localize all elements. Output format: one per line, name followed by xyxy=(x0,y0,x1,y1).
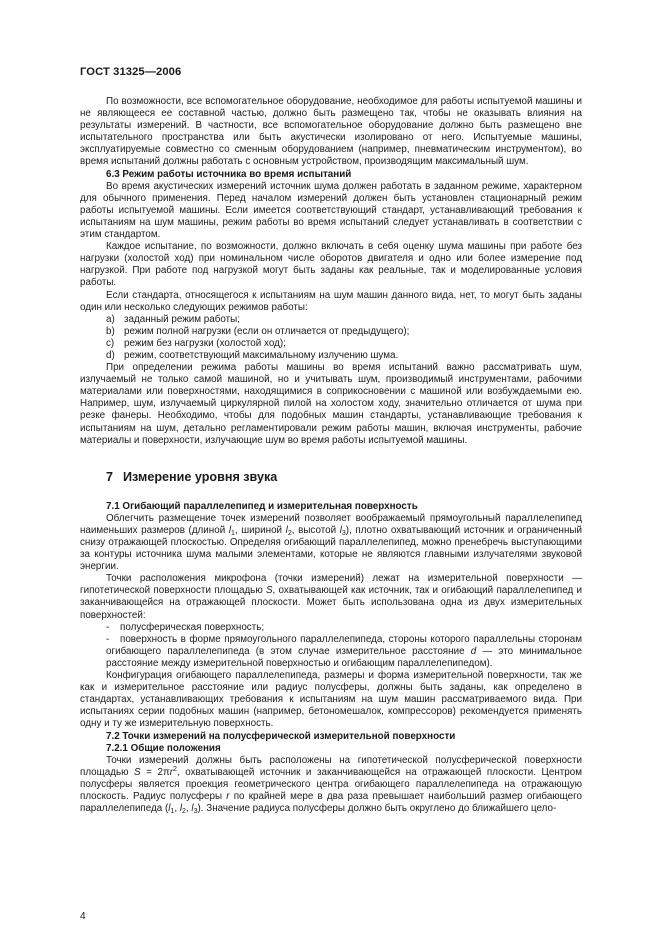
page-body xyxy=(80,96,582,815)
list-item xyxy=(80,350,582,362)
list-item-text: заданный режим работы; xyxy=(124,313,240,325)
section-heading-7-2: 7.2 Точки измерений на полусферической измерительной поверхности xyxy=(106,730,456,742)
list-marker: c) xyxy=(106,337,115,349)
math-subscript: 3 xyxy=(193,808,198,816)
math-subscript: 2 xyxy=(182,808,186,816)
paragraph: По возможности, все вспомогательное оборудование, необходимое для работы испытуемой машины и не являющееся ее составной частью, должно быть размещено так, чтобы не оказывать влияния на результаты измерений. В частности, все вспомогательное оборудование должно быть размещено вне испытательного пространства или быть акустически изолировано от него. Испытуемые машины, эксплуатируемые совместно со сменным оборудованием (например, пневматическим инструментом), во время испытаний должны работать с основным устройством, производящим максимальный шум. xyxy=(80,96,582,168)
math-var: l xyxy=(191,803,194,815)
paragraph: Конфигурация огибающего параллелепипеда, размеры и форма измерительной поверхности, так же как и измерительное расстояние или радиус полусферы, должны быть заданы, как определено в стандартах, устанавливающих требования к испытаниям на шум машин рассматриваемого вида. При испытаниях серии подобных машин (например, бетономешалок, компрессоров) рекомендуется применять одну и ту же измерительную поверхность. xyxy=(80,670,582,730)
math-subscript: 1 xyxy=(231,529,235,537)
math-text: = 2π xyxy=(140,766,170,778)
list-marker: - xyxy=(106,633,110,645)
paragraph xyxy=(80,573,582,621)
math-subscript: 2 xyxy=(287,529,292,537)
page-number: 4 xyxy=(80,911,86,922)
paragraph xyxy=(80,755,582,815)
math-superscript: 2 xyxy=(173,765,177,773)
text-run: , охватывающей источник и заканчивающейся на отражающей плоскости. Центром полусферы является проекция геометрического центра огибающего параллелепипеда на отражающую плоскость. Радиус полусферы xyxy=(80,766,582,802)
paragraph: При определении режима работы машины во время испытаний важно рассматривать шум, излучаемый не только самой машиной, но и учитывать шум, производимый инструментами, рабочими материалами или поверхностями, находящимися в соприкосновении с машиной или возбуждаемыми ею. Например, шум, излучаемый циркулярной пилой на холостом ходу, значительно отличается от шума при резке фанеры. Необходимо, чтобы для подобных машин стандарты, устанавливающие требования к испытаниям на шум, детально регламентировали режим работы машин, включая инструменты, рабочие материалы и поверхности, излучающие шум во время работы испытуемой машины. xyxy=(80,362,582,446)
math-var: S xyxy=(265,585,273,597)
section-title-7 xyxy=(80,470,582,484)
paragraph: Если стандарта, относящегося к испытаниям на шум машин данного вида, нет, то могут быть заданы один или несколько следующих режимов работы: xyxy=(80,289,582,313)
math-text: , xyxy=(174,803,180,815)
list-item-text: режим полной нагрузки (если он отличается от предыдущего); xyxy=(124,325,410,337)
text-run: Точки измерений должны быть расположены на гипотетической полусферической поверхности площадью xyxy=(80,754,582,778)
section-number: 7 xyxy=(106,469,114,484)
math-var: l xyxy=(179,803,183,815)
list-marker: a) xyxy=(106,313,115,325)
document-standard-header: ГОСТ 31325—2006 xyxy=(80,66,182,78)
text-run: Точки расположения микрофона (точки измерений) лежат на измерительной поверхности — гипотетической поверхности площадью xyxy=(80,573,582,597)
math-var: l xyxy=(168,803,171,815)
list-item-text: режим без нагрузки (холостой ход); xyxy=(124,337,286,349)
list-item-text: полусферическая поверхность; xyxy=(120,621,265,633)
list-item xyxy=(80,622,582,634)
math-subscript: 3 xyxy=(341,529,346,537)
list-item xyxy=(80,338,582,350)
text-run: по крайней мере в два раза превышает наибольший размер огибающего параллелепипеда ( xyxy=(80,790,582,815)
section-heading-7-1: 7.1 Огибающий параллелепипед и измерительная поверхность xyxy=(106,500,418,512)
list-item xyxy=(80,314,582,326)
text-run: Облегчить размещение точек измерений позволяет воображаемый прямоугольный параллелепипед наименьших размеров (длиной xyxy=(80,512,582,536)
section-title-text: Измерение уровня звука xyxy=(123,469,278,484)
text-run: , высотой xyxy=(291,524,340,536)
math-var: l xyxy=(285,524,288,536)
list-item-text: режим, соответствующий максимальному излучению шума. xyxy=(124,349,399,361)
paragraph: Во время акустических измерений источник шума должен работать в заданном режиме, характерном для обычного применения. Перед началом измерений должен быть установлен стационарный режим работы испытуемой машины. Если имеется соответствующий стандарт, устанавливающий требования к испытаниям на шум машины, режим работы во время испытаний следует устанавливать в соответствии с этим стандартом. xyxy=(80,180,582,241)
text-run: , шириной xyxy=(234,524,286,536)
list-marker: b) xyxy=(106,325,115,337)
math-var: r xyxy=(226,790,230,802)
text-run: ), плотно охватывающий источник и ограниченный снизу отражающей плоскостью. Определяя огибающий параллелепипед, можно пренебречь выступающими за контуры источника шума малыми элементами, которые не являются главными излучателями звуковой энергии. xyxy=(80,524,583,573)
math-var: d xyxy=(470,645,477,657)
list-marker: d) xyxy=(106,349,115,361)
paragraph xyxy=(80,513,582,573)
section-heading-7-2-1: 7.2.1 Общие положения xyxy=(106,742,221,754)
math-subscript: 1 xyxy=(170,808,175,816)
text-run: , охватывающей как источник, так и огибающий параллелепипед и заканчивающейся на отражающей плоскости. Может быть использована одна из двух измерительных поверхностей: xyxy=(80,585,582,621)
list-item-text: поверхность в форме прямоугольного параллелепипеда, стороны которого параллельны сторонам огибающего параллелепипеда (в этом случае измерительное расстояние xyxy=(106,633,582,657)
list-item xyxy=(80,634,582,670)
section-heading-6-3: 6.3 Режим работы источника во время испытаний xyxy=(106,168,352,180)
math-var: S xyxy=(134,766,141,778)
math-var: l xyxy=(339,524,342,536)
math-var: l xyxy=(228,524,232,536)
list-marker: - xyxy=(106,621,110,633)
list-item-text: — это минимальное расстояние между измерительной поверхностью и огибающим параллелепипедом). xyxy=(106,645,582,669)
text-run: ). Значение радиуса полусферы должно быть округлено до ближайшего цело- xyxy=(197,803,557,815)
list-item xyxy=(80,326,582,338)
paragraph: Каждое испытание, по возможности, должно включать в себя оценку шума машины при работе без нагрузки (холостой ход) при номинальном числе оборотов двигателя и одно или более измерение под нагрузкой. При работе под нагрузкой могут быть заданы как реальные, так и моделированные условия работы. xyxy=(80,241,582,289)
math-text: , xyxy=(185,803,192,815)
math-var: r xyxy=(169,766,174,778)
